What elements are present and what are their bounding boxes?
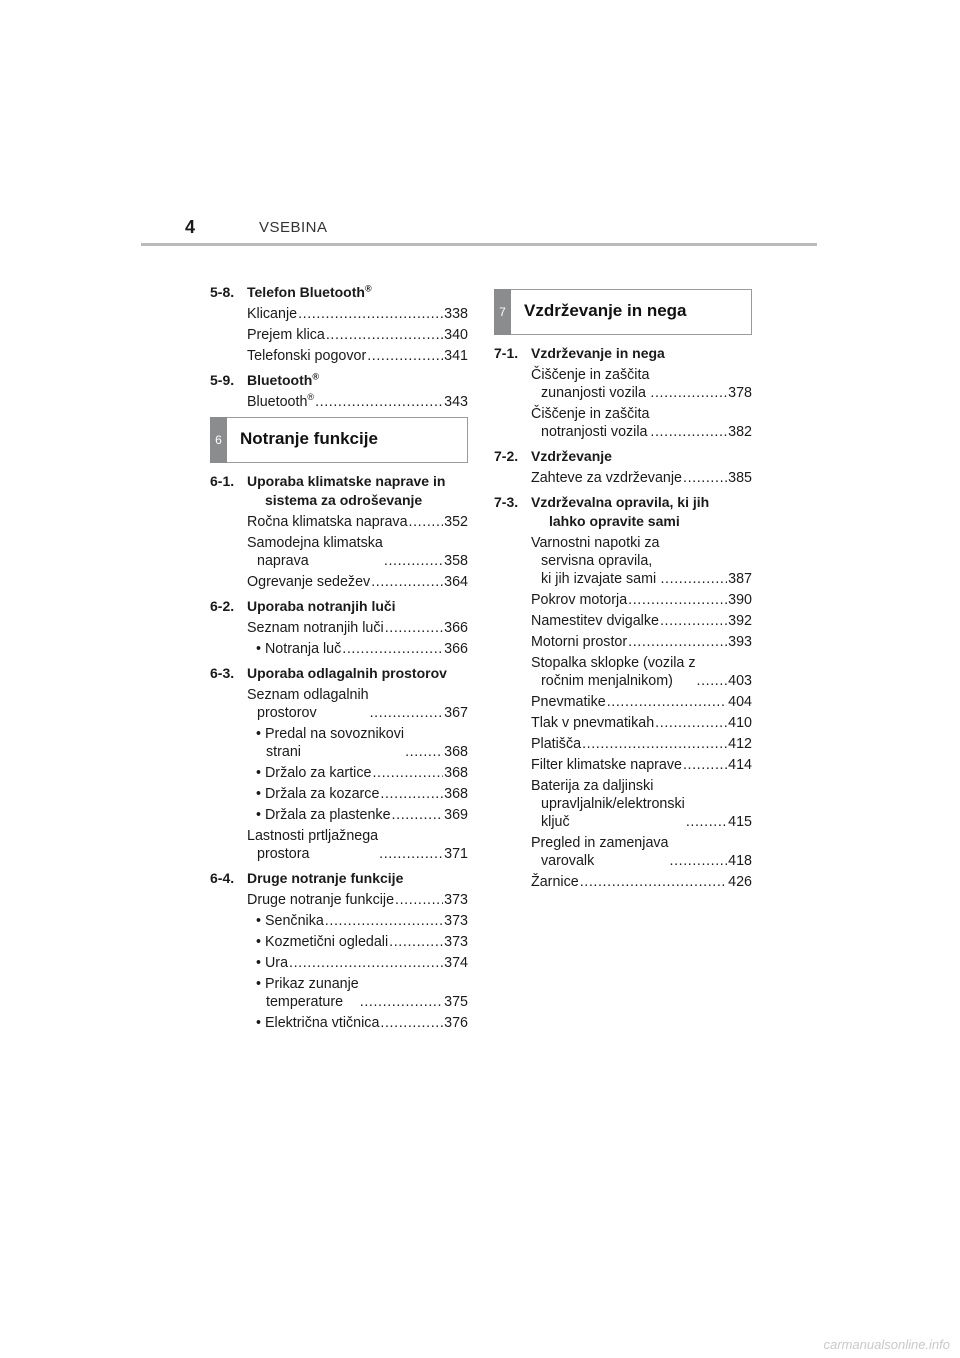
section-title: Bluetooth® — [247, 371, 319, 388]
entry-label-continued: ključ — [541, 814, 570, 830]
dot-leader — [384, 552, 443, 570]
registered-mark: ® — [307, 392, 315, 403]
dot-leader — [409, 513, 444, 531]
toc-entry[interactable] — [247, 619, 468, 637]
entry-label-continued: prostorov — [257, 705, 317, 721]
toc-entry[interactable] — [247, 513, 468, 531]
entry-label: Prejem klica — [247, 327, 325, 343]
section-spacer — [210, 1032, 468, 1038]
entry-label: Samodejna klimatska naprava — [247, 535, 383, 569]
toc-entry[interactable] — [531, 756, 752, 774]
entry-label-continued: ročnim menjalnikom) — [541, 673, 673, 689]
page-ref: 368 — [444, 786, 468, 802]
entry-label: • Prikaz zunanje temperature — [256, 976, 359, 1010]
chapter-box — [210, 417, 468, 463]
section-title-continued: lahko opravite sami — [549, 513, 680, 529]
toc-subentry[interactable] — [256, 640, 468, 658]
toc-entry[interactable] — [247, 534, 468, 570]
section-title: Uporaba notranjih luči — [247, 598, 396, 614]
page-ref: 368 — [444, 765, 468, 781]
entry-label-continued: temperature — [266, 994, 344, 1010]
page-ref: 373 — [444, 934, 468, 950]
entry-label: Čiščenje in zaščita notranjosti vozila — [531, 406, 650, 440]
entry-label: Pregled in zamenjava varovalk — [531, 835, 669, 869]
entry-label: • Držalo za kartice — [256, 765, 372, 781]
dot-leader — [655, 714, 727, 732]
toc-entry[interactable] — [531, 654, 752, 690]
entry-label: Bluetooth® — [247, 392, 315, 410]
dot-leader — [360, 993, 443, 1011]
dot-leader — [298, 305, 443, 323]
entry-label: Pnevmatike — [531, 694, 606, 710]
dot-leader — [405, 743, 443, 761]
toc-entry[interactable] — [247, 326, 468, 344]
page-ref: 366 — [444, 641, 468, 657]
page-ref: 338 — [444, 306, 468, 322]
section-title: Uporaba klimatske naprave in sistema za odroševanje — [247, 473, 446, 508]
page-ref: 404 — [728, 694, 752, 710]
section-title: Vzdrževanje — [531, 448, 612, 464]
toc-entry[interactable] — [531, 693, 752, 711]
dot-leader — [582, 735, 727, 753]
entry-label: Seznam notranjih luči — [247, 620, 384, 636]
registered-mark: ® — [312, 371, 319, 382]
chapter-number-tab: 6 — [210, 417, 227, 463]
toc-subentry[interactable] — [256, 933, 468, 951]
section-number: 5-9. — [210, 372, 235, 388]
toc-subentry[interactable] — [256, 764, 468, 782]
dot-leader — [389, 933, 443, 951]
dot-leader — [683, 756, 727, 774]
toc-entry[interactable] — [531, 777, 752, 831]
section-heading — [210, 283, 468, 302]
entry-label-continued: strani — [266, 744, 301, 760]
section-heading — [494, 493, 752, 531]
section-title: Druge notranje funkcije — [247, 870, 404, 886]
running-header-title: VSEBINA — [259, 219, 328, 236]
page-ref: 393 — [728, 634, 752, 650]
dot-leader — [660, 570, 727, 588]
page-ref: 358 — [444, 553, 468, 569]
watermark: carmanualsonline.info — [823, 1337, 950, 1352]
entry-label: Motorni prostor — [531, 634, 628, 650]
page-ref: 366 — [444, 620, 468, 636]
dot-leader — [315, 393, 443, 411]
section-number: 6-1. — [210, 473, 235, 489]
entry-label: Druge notranje funkcije — [247, 892, 395, 908]
entry-label-continued: naprava — [257, 553, 309, 569]
toc-subentry[interactable] — [256, 725, 468, 761]
section-spacer — [494, 891, 752, 897]
toc-entry[interactable] — [247, 686, 468, 722]
entry-label: Namestitev dvigalke — [531, 613, 659, 629]
entry-label: Žarnice — [531, 874, 579, 890]
toc-subentry[interactable] — [256, 1014, 468, 1032]
entry-label: • Držala za kozarce — [256, 786, 380, 802]
toc-entry[interactable] — [531, 612, 752, 630]
toc-entry[interactable] — [531, 591, 752, 609]
page-ref: 385 — [728, 470, 752, 486]
toc-entry[interactable] — [247, 891, 468, 909]
page-ref: 373 — [444, 892, 468, 908]
entry-label: Klicanje — [247, 306, 298, 322]
page-ref: 378 — [728, 385, 752, 401]
dot-leader — [697, 672, 728, 690]
entry-label-continued: ki jih izvajate sami — [541, 571, 657, 587]
entry-label: Ogrevanje sedežev — [247, 574, 371, 590]
entry-label: • Električna vtičnica — [256, 1015, 380, 1031]
dot-leader — [379, 845, 443, 863]
dot-leader — [670, 852, 728, 870]
entry-label-continued: varovalk — [541, 853, 595, 869]
section-heading — [210, 597, 468, 616]
section-number: 7-1. — [494, 345, 519, 361]
page-ref: 371 — [444, 846, 468, 862]
toc-entry[interactable] — [531, 534, 752, 588]
section-title-continued: sistema za odroševanje — [265, 492, 423, 508]
page-ref: 403 — [728, 673, 752, 689]
toc-entry[interactable] — [247, 393, 468, 411]
toc-column-left — [210, 283, 468, 1038]
entry-label-continued: servisna opravila, — [541, 553, 653, 569]
section-number: 5-8. — [210, 284, 235, 300]
chapter-title: Notranje funkcije — [240, 429, 378, 448]
entry-label: Zahteve za vzdrževanje — [531, 470, 682, 486]
entry-label: • Držala za plastenke — [256, 807, 391, 823]
page-ref: 415 — [728, 814, 752, 830]
dot-leader — [392, 806, 444, 824]
dot-leader — [628, 633, 727, 651]
section-number: 7-3. — [494, 494, 519, 510]
dot-leader — [683, 469, 727, 487]
registered-mark: ® — [364, 283, 372, 294]
page-ref: 368 — [444, 744, 468, 760]
section-heading — [210, 869, 468, 888]
toc-entry[interactable] — [531, 873, 752, 891]
entry-label-continued: notranjosti vozila — [541, 424, 648, 440]
page-ref: 369 — [444, 807, 468, 823]
dot-leader — [380, 785, 443, 803]
dot-leader — [650, 384, 727, 402]
page-ref: 340 — [444, 327, 468, 343]
toc-entry[interactable] — [247, 827, 468, 863]
entry-label: Pokrov motorja — [531, 592, 628, 608]
entry-label-continued: prostora — [257, 846, 310, 862]
entry-label: Baterija za daljinski upravljalnik/elektronski ključ — [531, 778, 685, 830]
entry-label-continued: upravljalnik/elektronski — [541, 796, 685, 812]
dot-leader — [342, 640, 443, 658]
entry-label: Tlak v pnevmatikah — [531, 715, 655, 731]
entry-label: Ročna klimatska naprava — [247, 514, 408, 530]
page-ref: 343 — [444, 394, 468, 410]
section-title: Vzdrževanje in nega — [531, 345, 665, 361]
page-number: 4 — [185, 217, 196, 237]
page-ref: 387 — [728, 571, 752, 587]
entry-label-continued: zunanjosti vozila — [541, 385, 646, 401]
page-ref: 375 — [444, 994, 468, 1010]
entry-label: • Predal na sovoznikovi strani — [256, 726, 405, 760]
dot-leader — [289, 954, 443, 972]
entry-label: Čiščenje in zaščita zunanjosti vozila — [531, 367, 650, 401]
dot-leader — [628, 591, 727, 609]
dot-leader — [372, 764, 443, 782]
chapter-number-tab: 7 — [494, 289, 511, 335]
toc-entry[interactable] — [531, 834, 752, 870]
entry-label: • Ura — [256, 955, 289, 971]
section-title: Telefon Bluetooth® — [247, 283, 372, 300]
page-ref: 367 — [444, 705, 468, 721]
chapter-box — [494, 289, 752, 335]
page-ref: 364 — [444, 574, 468, 590]
entry-label: Lastnosti prtljažnega prostora — [247, 828, 379, 862]
section-number: 7-2. — [494, 448, 519, 464]
page-ref: 376 — [444, 1015, 468, 1031]
dot-leader — [367, 347, 443, 365]
section-heading — [494, 447, 752, 466]
toc-entry[interactable] — [531, 366, 752, 402]
toc-subentry[interactable] — [256, 954, 468, 972]
entry-label: Seznam odlagalnih prostorov — [247, 687, 369, 721]
dot-leader — [580, 873, 727, 891]
page-ref: 382 — [728, 424, 752, 440]
page-ref: 373 — [444, 913, 468, 929]
toc-entry[interactable] — [247, 347, 468, 365]
toc-entry[interactable] — [531, 405, 752, 441]
toc-column-right — [494, 289, 752, 897]
entry-label: Varnostni napotki za servisna opravila, ki jih izvajate sami — [531, 535, 660, 587]
section-number: 6-2. — [210, 598, 235, 614]
toc-entry[interactable] — [247, 573, 468, 591]
section-heading — [210, 371, 468, 390]
toc-subentry[interactable] — [256, 975, 468, 1011]
entry-label: Telefonski pogovor — [247, 348, 367, 364]
page-ref: 374 — [444, 955, 468, 971]
dot-leader — [370, 704, 444, 722]
dot-leader — [650, 423, 727, 441]
section-number: 6-4. — [210, 870, 235, 886]
page-ref: 392 — [728, 613, 752, 629]
toc-entry[interactable] — [531, 469, 752, 487]
dot-leader — [380, 1014, 443, 1032]
toc-entry[interactable] — [531, 633, 752, 651]
dot-leader — [385, 619, 443, 637]
section-title: Vzdrževalna opravila, ki jih lahko opravite sami — [531, 494, 710, 529]
section-number: 6-3. — [210, 665, 235, 681]
toc-entry[interactable] — [531, 714, 752, 732]
entry-label: Platišča — [531, 736, 582, 752]
section-title: Uporaba odlagalnih prostorov — [247, 665, 447, 681]
entry-label: Stopalka sklopke (vozila z ročnim menjalnikom) — [531, 655, 696, 689]
toc-subentry[interactable] — [256, 806, 468, 824]
page-ref: 352 — [444, 514, 468, 530]
page-ref: 426 — [728, 874, 752, 890]
page-ref: 418 — [728, 853, 752, 869]
section-heading — [210, 664, 468, 683]
entry-label: • Kozmetični ogledali — [256, 934, 389, 950]
page-ref: 412 — [728, 736, 752, 752]
section-heading — [494, 344, 752, 363]
page-ref: 414 — [728, 757, 752, 773]
page-ref: 390 — [728, 592, 752, 608]
toc-entry[interactable] — [247, 305, 468, 323]
entry-label: • Notranja luč — [256, 641, 342, 657]
toc-subentry[interactable] — [256, 912, 468, 930]
dot-leader — [371, 573, 443, 591]
entry-label: Filter klimatske naprave — [531, 757, 682, 773]
chapter-title: Vzdrževanje in nega — [524, 301, 687, 320]
dot-leader — [686, 813, 727, 831]
dot-leader — [395, 891, 443, 909]
header-rule — [141, 243, 817, 246]
dot-leader — [607, 693, 727, 711]
section-heading — [210, 472, 468, 510]
page-ref: 410 — [728, 715, 752, 731]
entry-label: • Senčnika — [256, 913, 324, 929]
dot-leader — [660, 612, 727, 630]
toc-subentry[interactable] — [256, 785, 468, 803]
dot-leader — [326, 326, 443, 344]
toc-entry[interactable] — [531, 735, 752, 753]
dot-leader — [325, 912, 443, 930]
page-ref: 341 — [444, 348, 468, 364]
